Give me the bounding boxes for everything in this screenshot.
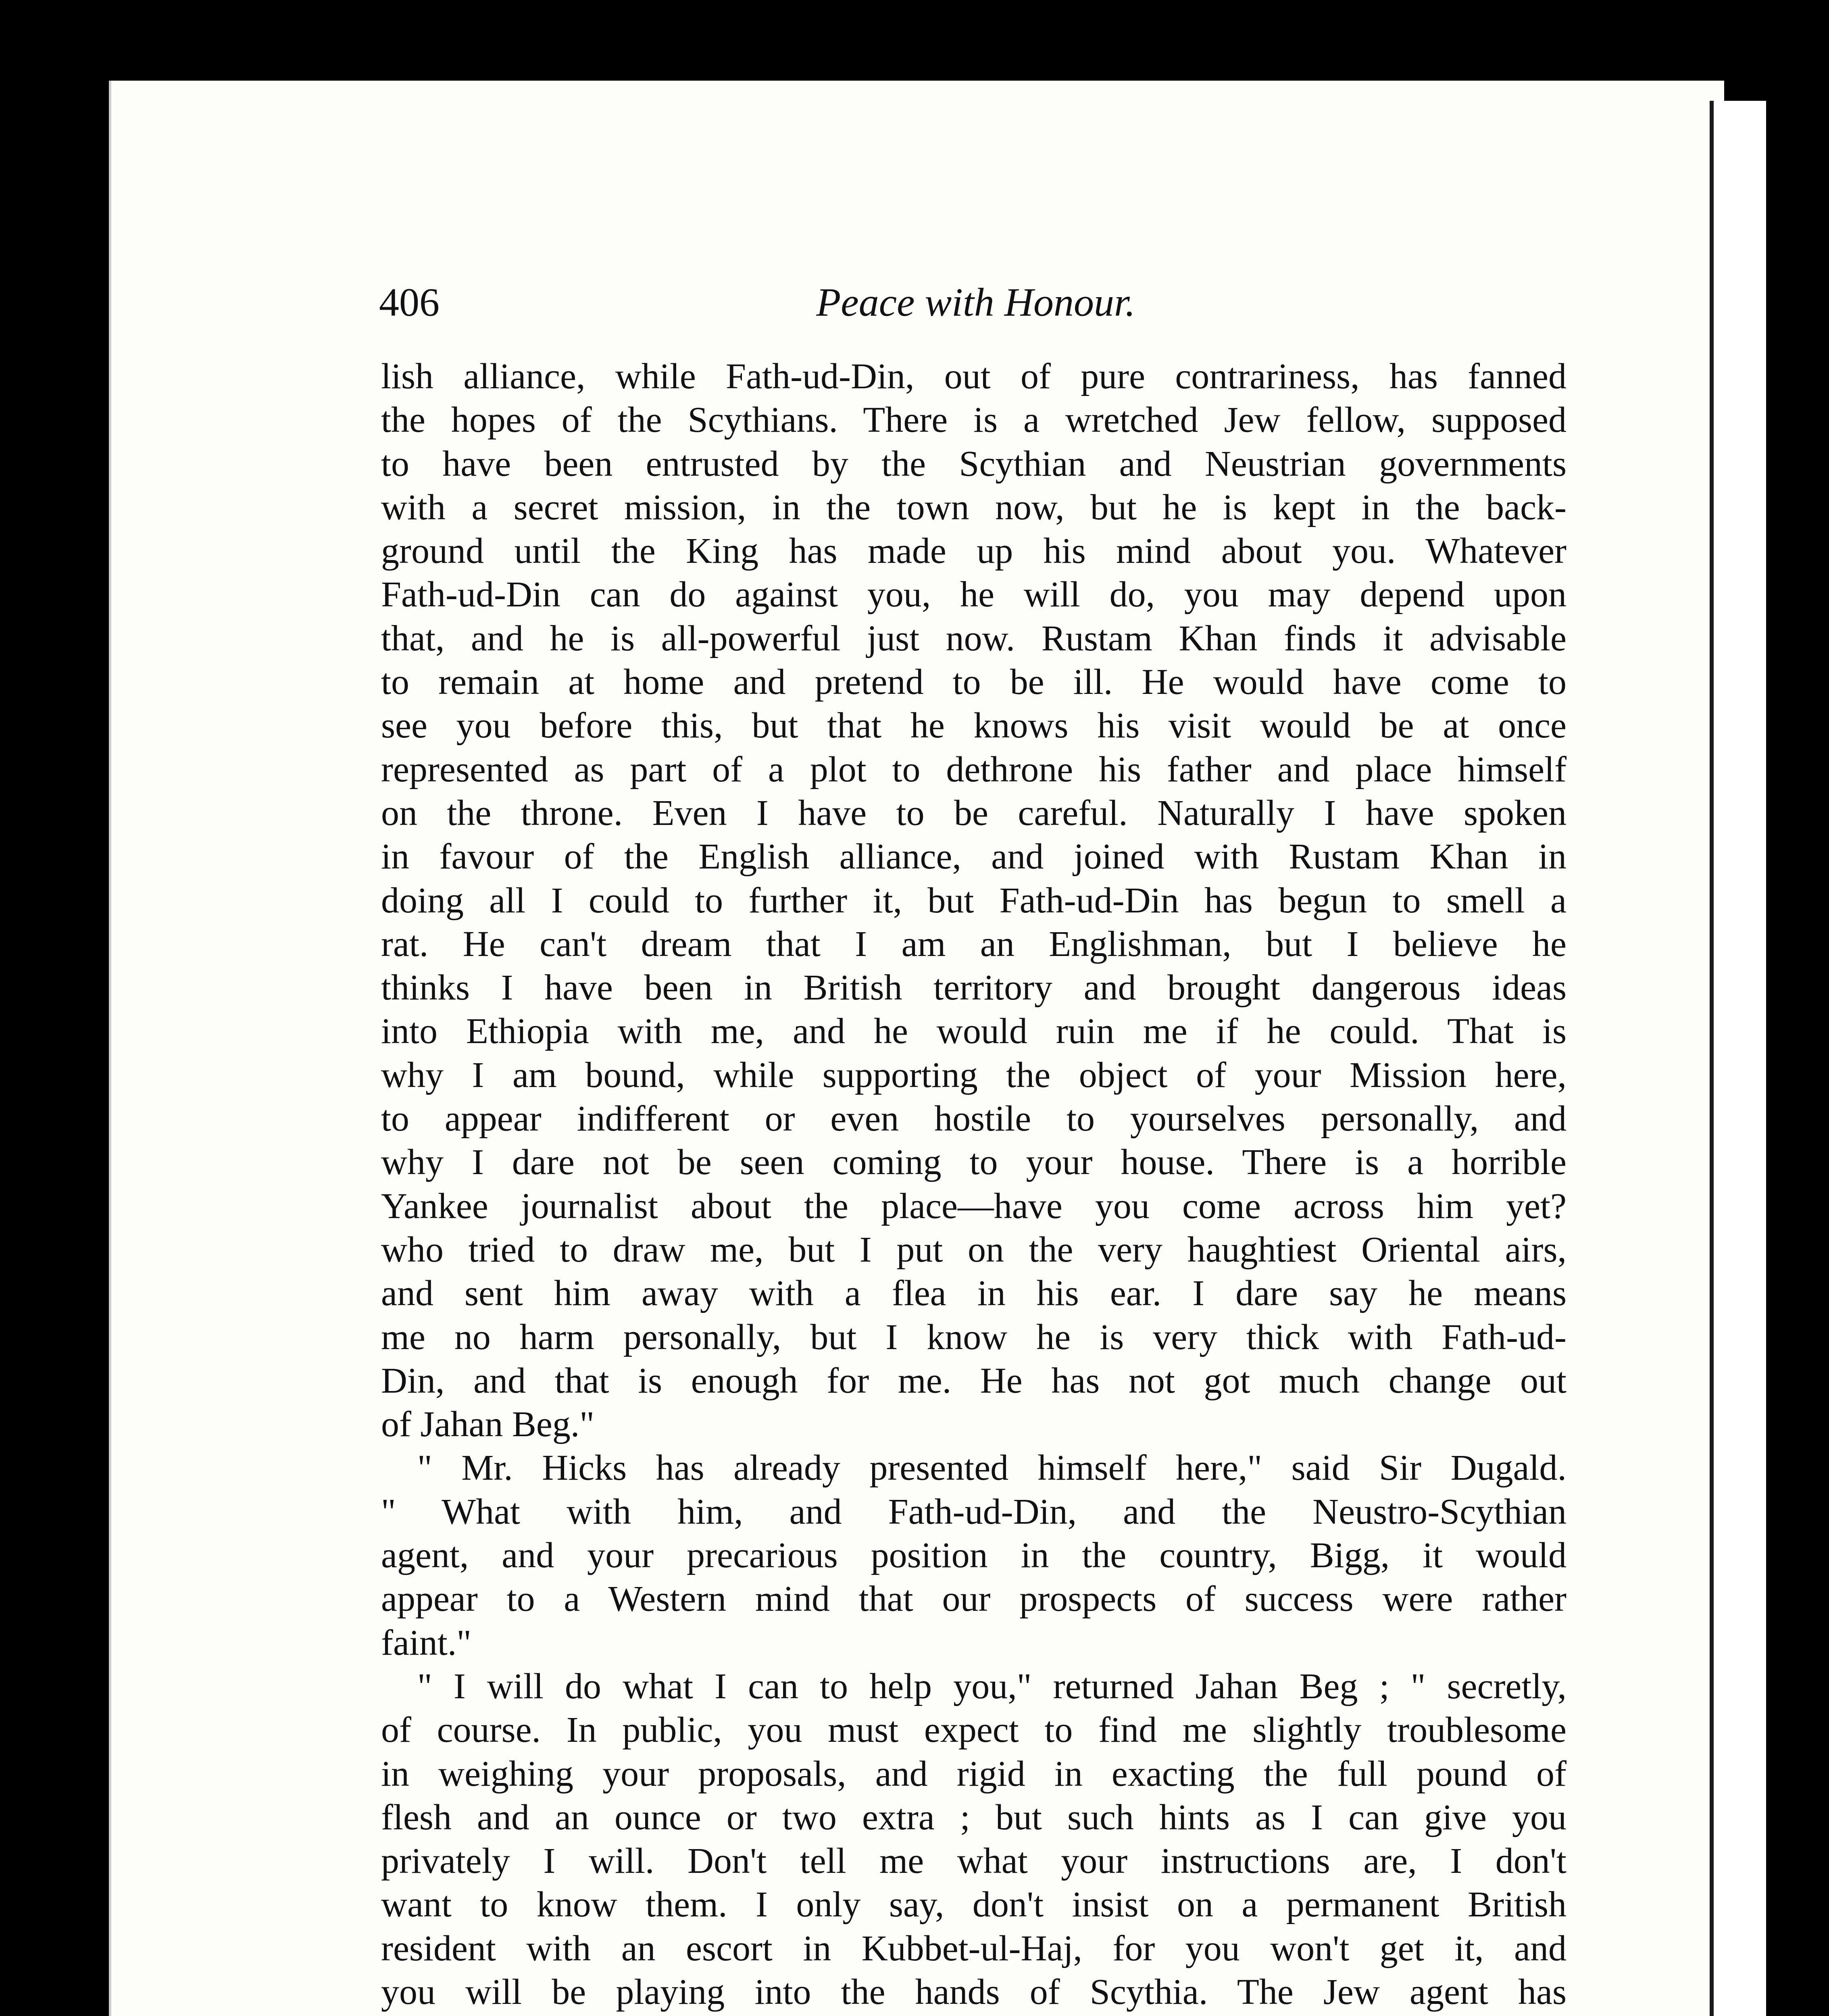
running-title: Peace with Honour.	[816, 280, 1135, 325]
text-line: with a secret mission, in the town now, but he is kept in the back-	[381, 487, 1567, 527]
text-line: see you before this, but that he knows his visit would be at once	[381, 706, 1567, 746]
page-edge	[1710, 101, 1766, 2016]
text-line: appear to a Western mind that our prospects of success were rather	[381, 1579, 1567, 1619]
page-number: 406	[379, 280, 440, 325]
text-line: lish alliance, while Fath-ud-Din, out of pure contrariness, has fanned	[381, 356, 1567, 396]
text-line: Fath-ud-Din can do against you, he will do, you may depend upon	[381, 575, 1567, 615]
text-line: flesh and an ounce or two extra ; but such hints as I can give you	[381, 1797, 1567, 1837]
text-line: privately I will. Don't tell me what your instructions are, I don't	[381, 1841, 1567, 1881]
text-line: and sent him away with a flea in his ear. I dare say he means	[381, 1273, 1567, 1314]
text-line: to remain at home and pretend to be ill. He would have come to	[381, 662, 1567, 702]
text-line: who tried to draw me, but I put on the very haughtiest Oriental airs,	[381, 1229, 1567, 1270]
text-line: rat. He can't dream that I am an Englishman, but I believe he	[381, 924, 1567, 964]
text-line: why I dare not be seen coming to your house. There is a horrible	[381, 1142, 1567, 1183]
text-line: on the throne. Even I have to be careful. Naturally I have spoken	[381, 793, 1567, 833]
text-line: to have been entrusted by the Scythian and Neustrian governments	[381, 444, 1567, 484]
text-line: agent, and your precarious position in the country, Bigg, it would	[381, 1535, 1567, 1576]
body-text	[381, 355, 1567, 2016]
text-line: me no harm personally, but I know he is very thick with Fath-ud-	[381, 1317, 1567, 1357]
text-line: ground until the King has made up his mind about you. Whatever	[381, 531, 1567, 571]
text-line: want to know them. I only say, don't insist on a permanent British	[381, 1885, 1567, 1925]
text-line: faint."	[381, 1622, 472, 1663]
text-line: " Mr. Hicks has already presented himself here," said Sir Dugald.	[417, 1448, 1567, 1488]
text-line: that, and he is all-powerful just now. Rustam Khan finds it advisable	[381, 618, 1567, 658]
text-line: Din, and that is enough for me. He has not got much change out	[381, 1360, 1567, 1401]
text-line: the hopes of the Scythians. There is a wretched Jew fellow, supposed	[381, 400, 1567, 440]
text-line: represented as part of a plot to dethrone his father and place himself	[381, 749, 1567, 789]
page-header	[379, 274, 1573, 331]
text-line: resident with an escort in Kubbet-ul-Haj, for you won't get it, and	[381, 1928, 1567, 1968]
text-line: you will be playing into the hands of Scythia. The Jew agent has	[381, 1972, 1567, 2012]
text-line: doing all I could to further it, but Fath-ud-Din has begun to smell a	[381, 880, 1567, 921]
text-line: thinks I have been in British territory and brought dangerous ideas	[381, 968, 1567, 1008]
text-line: Yankee journalist about the place—have you come across him yet?	[381, 1186, 1567, 1226]
text-line: into Ethiopia with me, and he would ruin me if he could. That is	[381, 1011, 1567, 1052]
text-line: in weighing your proposals, and rigid in exacting the full pound of	[381, 1754, 1567, 1794]
text-line: of course. In public, you must expect to find me slightly troublesome	[381, 1710, 1567, 1750]
text-line: " What with him, and Fath-ud-Din, and the Neustro-Scythian	[381, 1491, 1567, 1532]
text-line: to appear indifferent or even hostile to yourselves personally, and	[381, 1099, 1567, 1139]
text-line	[381, 2014, 1567, 2016]
text-line: in favour of the English alliance, and joined with Rustam Khan in	[381, 837, 1567, 877]
text-line: of Jahan Beg."	[381, 1404, 595, 1445]
text-line: " I will do what I can to help you," returned Jahan Beg ; " secretly,	[417, 1666, 1567, 1706]
text-line: why I am bound, while supporting the object of your Mission here,	[381, 1055, 1567, 1095]
